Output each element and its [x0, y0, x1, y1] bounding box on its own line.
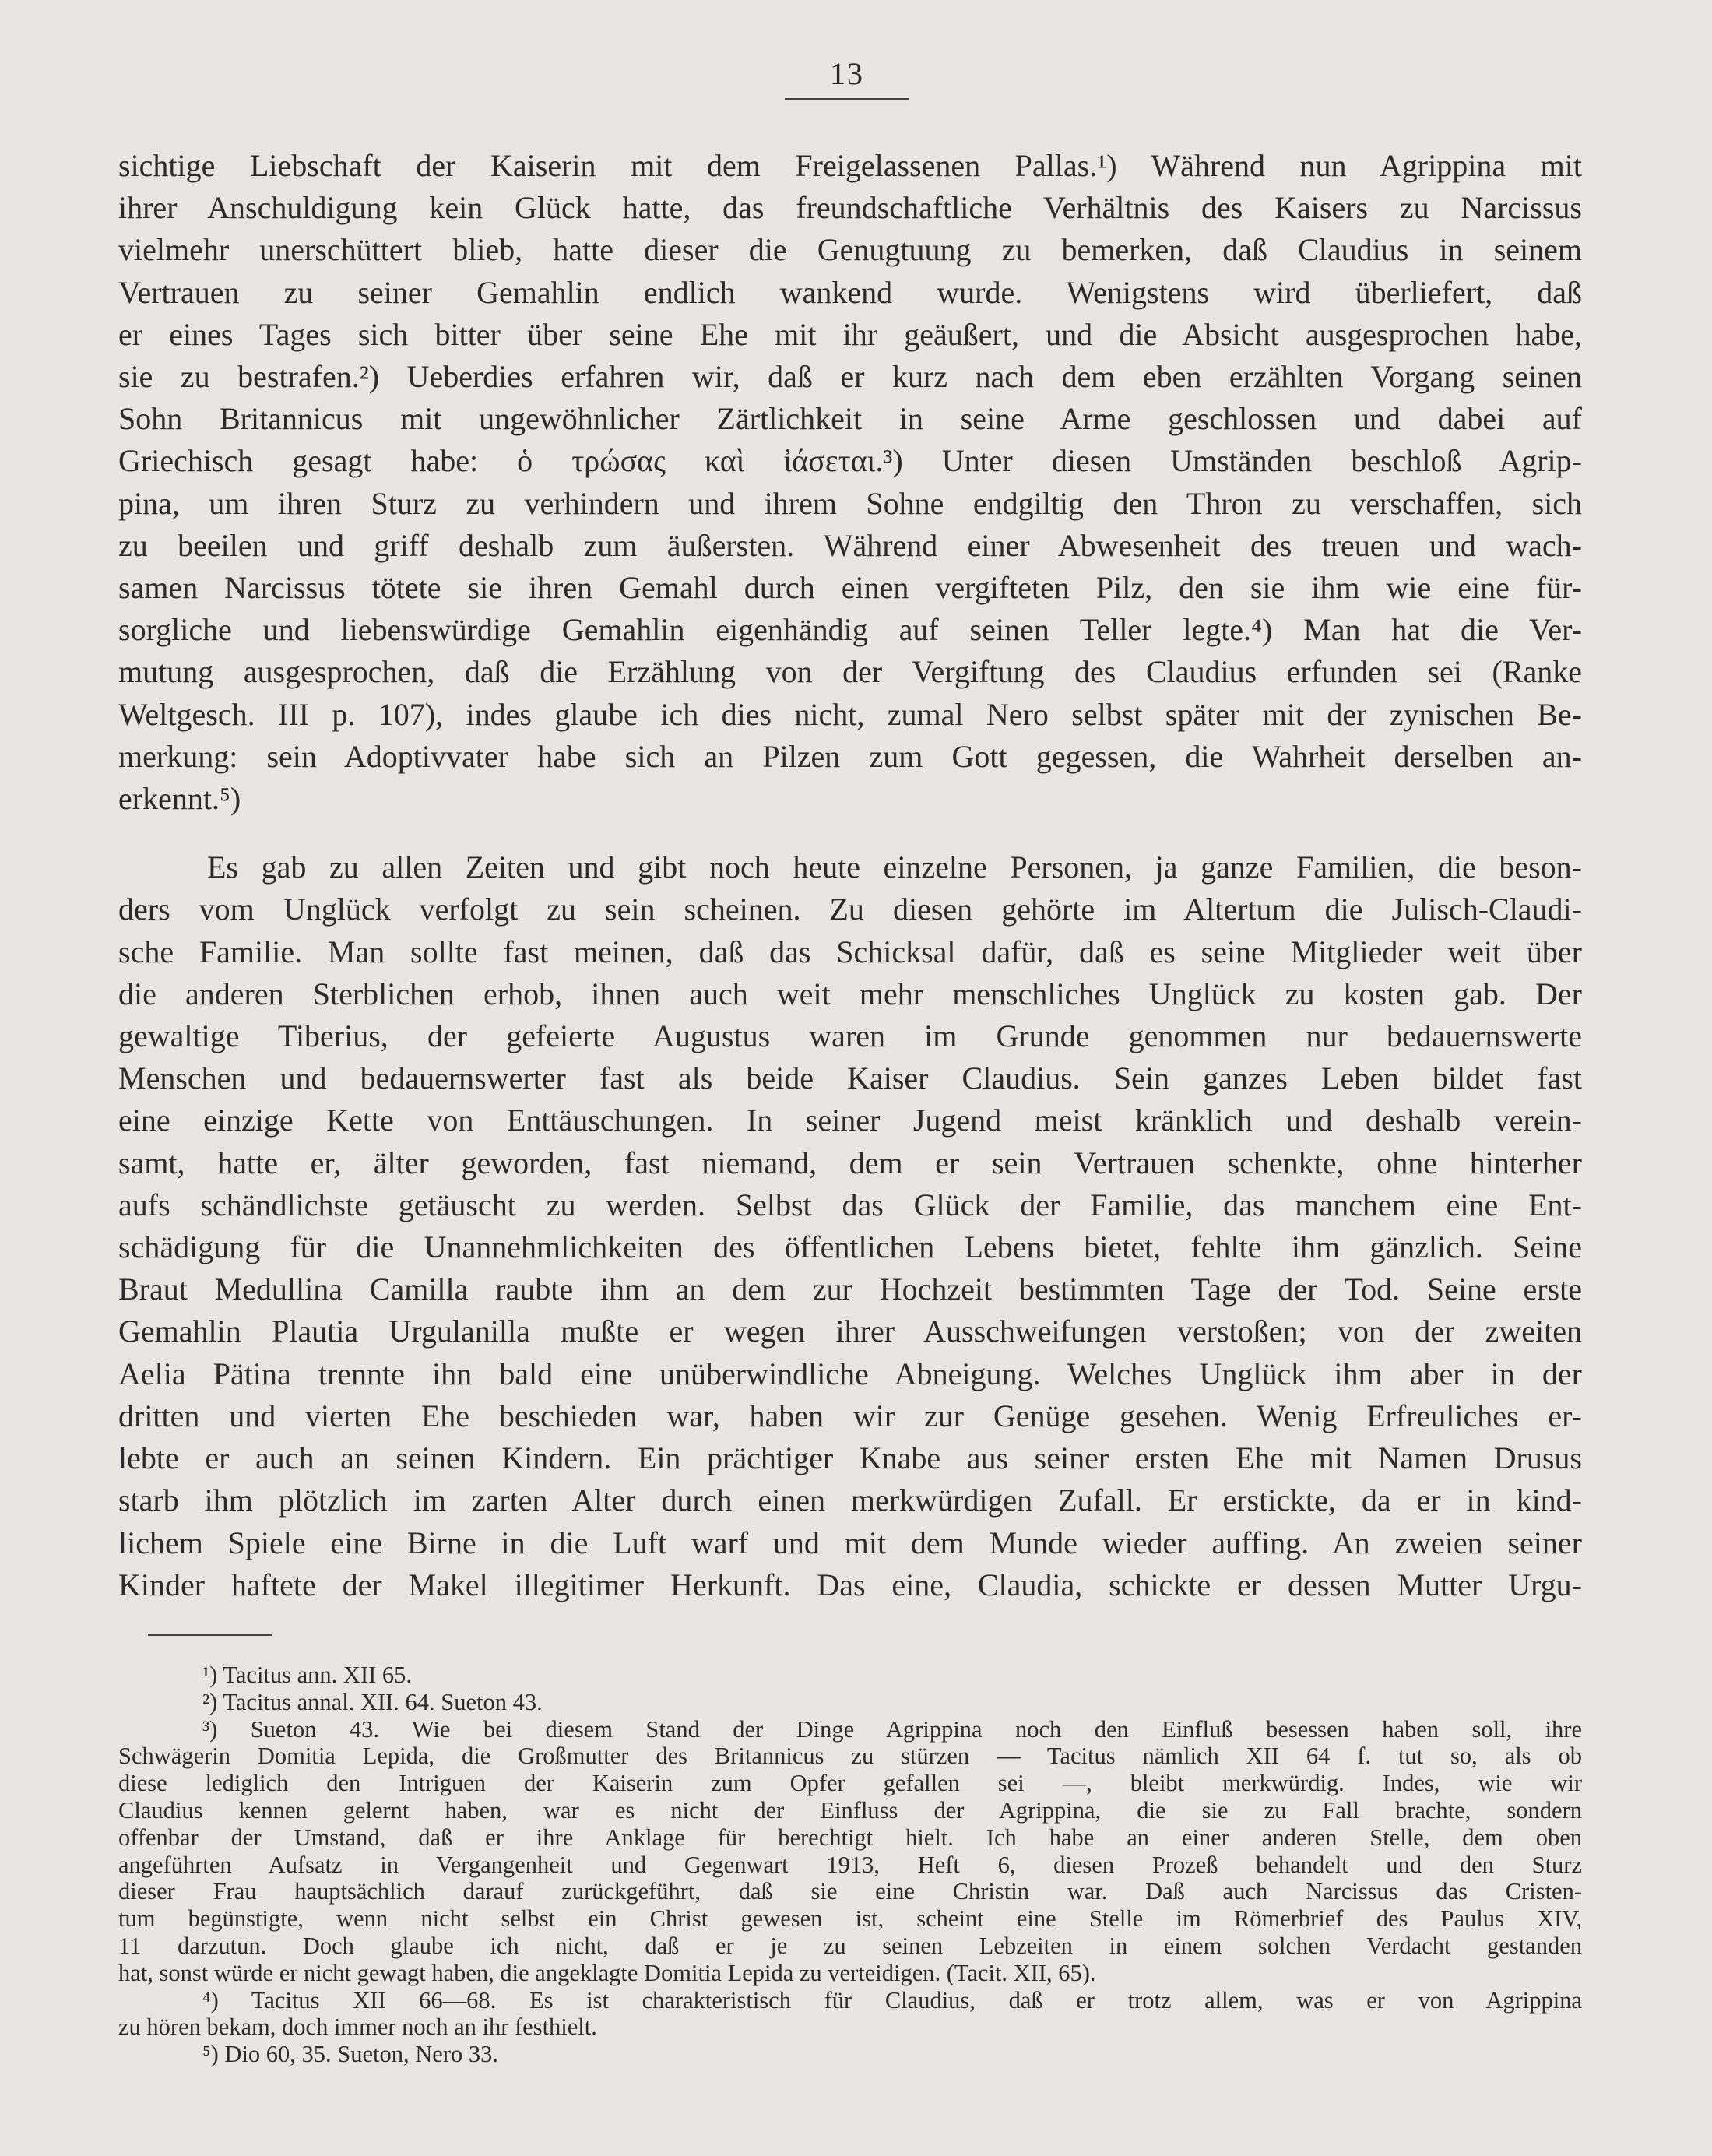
footnote-line: ³) Sueton 43. Wie bei diesem Stand der Dinge Agrippina noch den Einfluß besessen haben soll, ihre: [202, 1715, 1582, 1743]
footnote-line: Claudius kennen gelernt haben, war es nicht der Einfluss der Agrippina, die sie zu Fall brachte, sondern: [118, 1796, 1582, 1824]
text-line: eine einzige Kette von Enttäuschungen. In seiner Jugend meist kränklich und deshalb verein-: [118, 1103, 1582, 1138]
text-line: dritten und vierten Ehe beschieden war, haben wir zur Genüge gesehen. Wenig Erfreuliches er-: [118, 1398, 1582, 1433]
text-line: Es gab zu allen Zeiten und gibt noch heute einzelne Personen, ja ganze Familien, die beson-: [207, 849, 1582, 885]
footnote-line: hat, sonst würde er nicht gewagt haben, die angeklagte Domitia Lepida zu verteidigen. (Tacit. XII, 65).: [118, 1959, 1096, 1986]
page-header: [785, 56, 909, 100]
footnote-3: [118, 1716, 1582, 1987]
footnote-line: Schwägerin Domitia Lepida, die Großmutter des Britannicus zu stürzen — Tacitus nämlich XII 64 f. tut so, als ob: [118, 1743, 1582, 1770]
footnote-line: ⁴) Tacitus XII 66—68. Es ist charakteristisch für Claudius, daß er trotz allem, was er von Agrippina: [202, 1986, 1582, 2014]
footnote-line: ⁵) Dio 60, 35. Sueton, Nero 33.: [202, 2041, 498, 2068]
body-text: [118, 145, 1582, 1606]
footnote-4: [118, 1987, 1582, 2042]
footnote-2: [118, 1689, 1582, 1716]
text-line: sorgliche und liebenswürdige Gemahlin eigenhändig auf seinen Teller legte.⁴) Man hat die Ver-: [118, 612, 1582, 648]
footnote-line: ¹) Tacitus ann. XII 65.: [202, 1662, 413, 1688]
text-line: Weltgesch. III p. 107), indes glaube ich dies nicht, zumal Nero selbst später mit der zynischen Be-: [118, 696, 1582, 732]
footnote-line: dieser Frau hauptsächlich darauf zurückgeführt, daß sie eine Christin war. Daß auch Narcissus das Cristen-: [118, 1878, 1582, 1905]
footnote-line: angeführten Aufsatz in Vergangenheit und Gegenwart 1913, Heft 6, diesen Prozeß behandelt und den Sturz: [118, 1851, 1582, 1878]
text-line: pina, um ihren Sturz zu verhindern und ihrem Sohne endgiltig den Thron zu verschaffen, sich: [118, 485, 1582, 521]
text-line: starb ihm plötzlich im zarten Alter durch einen merkwürdigen Zufall. Er erstickte, da er in kind-: [118, 1482, 1582, 1518]
text-line: sche Familie. Man sollte fast meinen, daß das Schicksal dafür, daß es seine Mitglieder weit über: [118, 934, 1582, 969]
text-line: ihrer Anschuldigung kein Glück hatte, das freundschaftliche Verhältnis des Kaisers zu Narcissus: [118, 190, 1582, 226]
page-number: 13: [830, 56, 864, 91]
footnote-1: [118, 1662, 1582, 1689]
text-line: gewaltige Tiberius, der gefeierte Augustus waren im Grunde genommen nur bedauernswerte: [118, 1018, 1582, 1054]
text-line: Menschen und bedauernswerter fast als beide Kaiser Claudius. Sein ganzes Leben bildet fast: [118, 1060, 1582, 1096]
text-line: erkennt.⁵): [118, 781, 241, 817]
text-line: Sohn Britannicus mit ungewöhnlicher Zärtlichkeit in seine Arme geschlossen und dabei auf: [118, 401, 1582, 437]
text-line: lebte er auch an seinen Kindern. Ein prächtiger Knabe aus seiner ersten Ehe mit Namen Drusus: [118, 1440, 1582, 1476]
text-line: Vertrauen zu seiner Gemahlin endlich wankend wurde. Wenigstens wird überliefert, daß: [118, 274, 1582, 310]
footnote-line: tum begünstigte, wenn nicht selbst ein Christ gewesen ist, scheint eine Stelle im Römerbrief des Paulus XIV,: [118, 1905, 1582, 1933]
text-line: er eines Tages sich bitter über seine Ehe mit ihr geäußert, und die Absicht ausgesprochen habe,: [118, 316, 1582, 352]
text-line: Gemahlin Plautia Urgulanilla mußte er wegen ihrer Ausschweifungen verstoßen; von der zweiten: [118, 1314, 1582, 1349]
text-line: sie zu bestrafen.²) Ueberdies erfahren wir, daß er kurz nach dem eben erzählten Vorgang seinen: [118, 359, 1582, 395]
text-line: Braut Medullina Camilla raubte ihm an dem zur Hochzeit bestimmten Tage der Tod. Seine erste: [118, 1271, 1582, 1307]
text-line: die anderen Sterblichen erhob, ihnen auch weit mehr menschliches Unglück zu kosten gab. Der: [118, 976, 1582, 1011]
footnote-5: [118, 2041, 1582, 2068]
text-line: samen Narcissus tötete sie ihren Gemahl durch einen vergifteten Pilz, den sie ihm wie eine für-: [118, 570, 1582, 606]
text-line: ders vom Unglück verfolgt zu sein scheinen. Zu diesen gehörte im Altertum die Julisch-Claudi-: [118, 892, 1582, 927]
page-number-rule: [785, 98, 909, 100]
text-line: merkung: sein Adoptivvater habe sich an Pilzen zum Gott gegessen, die Wahrheit derselben an-: [118, 738, 1582, 774]
text-line: zu beeilen und griff deshalb zum äußersten. Während einer Abwesenheit des treuen und wach-: [118, 527, 1582, 563]
text-line: Griechisch gesagt habe: ὁ τρώσας καὶ ἰάσεται.³) Unter diesen Umständen beschloß Agrip-: [118, 443, 1582, 479]
text-line: Kinder haftete der Makel illegitimer Herkunft. Das eine, Claudia, schickte er dessen Mutter Urgu-: [118, 1567, 1582, 1602]
text-line: sichtige Liebschaft der Kaiserin mit dem Freigelassenen Pallas.¹) Während nun Agrippina mit: [118, 148, 1582, 183]
footnotes: [118, 1662, 1582, 2068]
text-line: mutung ausgesprochen, daß die Erzählung von der Vergiftung des Claudius erfunden sei (Ranke: [118, 654, 1582, 690]
text-line: lichem Spiele eine Birne in die Luft warf und mit dem Munde wieder auffing. An zweien seiner: [118, 1525, 1582, 1560]
paragraph-1: [118, 145, 1582, 820]
footnote-line: zu hören bekam, doch immer noch an ihr festhielt.: [118, 2014, 597, 2041]
text-line: samt, hatte er, älter geworden, fast niemand, dem er sein Vertrauen schenkte, ohne hinterher: [118, 1145, 1582, 1180]
footnote-line: offenbar der Umstand, daß er ihre Anklage für berechtigt hielt. Ich habe an einer anderen Stelle, dem oben: [118, 1824, 1582, 1851]
text-line: Aelia Pätina trennte ihn bald eine unüberwindliche Abneigung. Welches Unglück ihm aber in der: [118, 1356, 1582, 1391]
text-line: vielmehr unerschüttert blieb, hatte dieser die Genugtuung zu bemerken, daß Claudius in seinem: [118, 232, 1582, 268]
text-line: schädigung für die Unannehmlichkeiten des öffentlichen Lebens bietet, fehlte ihm gänzlich. Seine: [118, 1229, 1582, 1265]
paragraph-2: [118, 846, 1582, 1606]
footnote-line: diese lediglich den Intriguen der Kaiserin zum Opfer gefallen sei —, bleibt merkwürdig. Indes, wie wir: [118, 1770, 1582, 1797]
footnote-separator: [148, 1634, 272, 1636]
text-line: aufs schändlichste getäuscht zu werden. Selbst das Glück der Familie, das manchem eine Ent-: [118, 1187, 1582, 1222]
footnote-line: 11 darzutun. Doch glaube ich nicht, daß er je zu seinen Lebzeiten in einem solchen Verdacht gestanden: [118, 1932, 1582, 1959]
footnote-line: ²) Tacitus annal. XII. 64. Sueton 43.: [202, 1688, 543, 1715]
